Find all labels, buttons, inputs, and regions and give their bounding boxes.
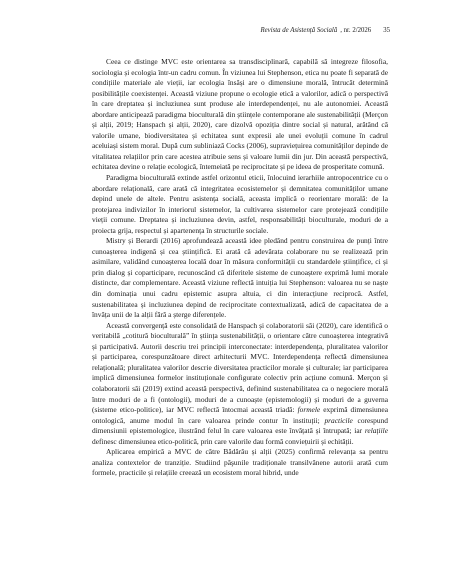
paragraph-text: corespund dimensiunii epistemologice, ilustrând felul în care valoarea este învățată și întrupată; iar — [92, 415, 388, 436]
paragraph — [92, 321, 388, 448]
running-header — [92, 27, 390, 35]
article-body — [92, 57, 388, 479]
emphasis-term: relațiile — [364, 426, 388, 436]
issue-number: , nr. 2/2026 — [340, 27, 372, 34]
paragraph: Paradigma bioculturală extinde astfel orizontul eticii, înlocuind ierarhiile antropocentrice cu o abordare relațională, care arată că integritatea ecosistemelor și demnitatea comunităților umane depind unele de altele. Pentru asistența socială, aceasta implică o reorientare morală: de la protejarea indivizilor în interiorul sistemelor, la cultivarea sistemelor care protejează condițiile vieții comune. Dreptatea și incluziunea devin, astfel, responsabilități bioculturale, moduri de a proiecta grija, respectul și apartenența în structurile sociale. — [92, 173, 388, 235]
paragraph: Ceea ce distinge MVC este orientarea sa transdisciplinară, capabilă să integreze filosofia, sociologia și ecologia într-un cadru comun. În viziunea lui Stephenson, etica nu poate fi separată de condițiile materiale ale vieții, iar ecologia însăși are o dimensiune morală, întrucât determină posibilitățile coexistenței. Această viziune propune o ecologie etică a valorilor, adică o perspectivă în care dreptatea și incluziunea sunt produse ale interdependenței, nu ale autonomiei. Această abordare anticipează paradigma bioculturală din științele contemporane ale sustenabilității (Merçon și alții, 2019; Hanspach și alții, 2020), care dizolvă opoziția dintre social și natural, arătând că valorile umane, biodiversitatea și echitatea sunt expresii ale unei evoluții comune în cadrul aceluiași sistem moral. După cum subliniază Cocks (2006), supraviețuirea comunităților depinde de vitalitatea relațiilor prin care acestea atribuie sens și valoare lumii din jur. Din această perspectivă, echitatea devine o relație ecologică, întemeiată pe reciprocitate și pe ideea de prosperitate comună. — [92, 57, 388, 172]
paragraph-text: Această convergență este consolidată de Hanspach și colaboratorii săi (2020), care identifică o veritabilă „cotitură bioculturală” în știința sustenabilității, o orientare către cunoașterea integrativă și participativă. Autorii descriu trei principii interconectate: interdependența, pluralitatea valorilor și participarea, corespunzătoare direct arhitecturii MVC. Interdependența reflectă dimensiunea relațională; pluralitatea valorilor descrie diversitatea practicilor morale și culturale; iar participarea implică dimensiunea formelor instituționale configurate colectiv prin acțiune comună. Merçon și colaboratorii săi (2019) extind această perspectivă, definind sustenabilitatea ca o negociere morală între moduri de a fi (ontologii), moduri de a cunoaște (epistemologii) și moduri de a guverna (sisteme etico-politice), iar MVC reflectă întocmai această triadă: — [92, 320, 388, 415]
paragraph-text: definesc dimensiunea etico-politică, prin care valorile dau formă conviețuirii și echității. — [92, 436, 354, 446]
page-number: 35 — [383, 27, 390, 34]
journal-title: Revista de Asistență Socială — [260, 27, 338, 34]
paragraph: Mistry și Berardi (2016) aprofundează această idee pledând pentru construirea de punți între cunoașterea indigenă și cea științifică. Ei arată că adevărata colaborare nu se realizează prin asimilare, validând cunoașterea locală doar în măsura conformității cu standardele științifice, ci și prin dialog și coparticipare, recunoscând că diferitele sisteme de cunoaștere exprimă lumi morale distincte, dar complementare. Această viziune reflectă intuiția lui Stephenson: valoarea nu se naște din dominația unui cadru epistemic asupra altuia, ci din interacțiune reciprocă. Astfel, sustenabilitatea și incluziunea depind de reciprocitate contextualizată, adică de capacitatea de a învăța unii de la alții fără a șterge diferențele. — [92, 236, 388, 320]
emphasis-term: formele — [297, 405, 321, 415]
paragraph-text: exprimă dimensiunea ontologică, anume modul în care valoarea prinde contur în instituții; — [92, 405, 388, 425]
emphasis-term: practicile — [324, 415, 353, 425]
paragraph: Aplicarea empirică a MVC de către Bădărău și alții (2025) confirmă relevanța sa pentru analiza contextelor de tranziție. Studiind păşunile tradiționale transilvănene autorii arată cum formele, practicile și relațiile creează un ecosistem moral hibrid, unde — [92, 447, 388, 478]
